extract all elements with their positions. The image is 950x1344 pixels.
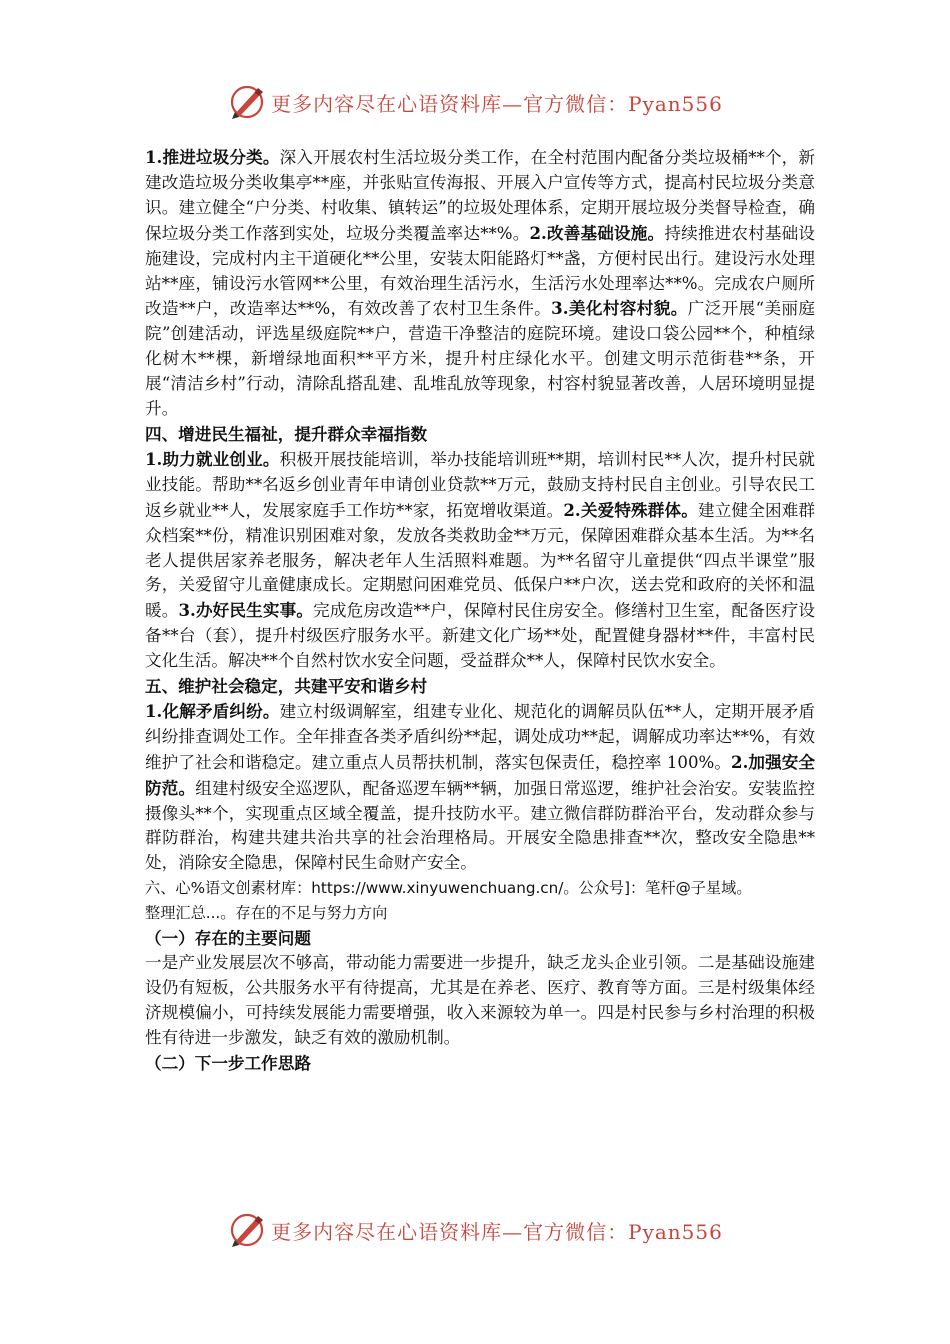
item-heading: 2.改善基础设施。 [529, 222, 665, 243]
item-text: 深入开展农村生活垃圾分类工作，在全村范围内配备分类垃圾桶**个，新建改造垃圾分类收集亭**座，并张贴宣传海报、开展入户宣传等方式，提高村民垃圾分类意识。建立健全“户分类、村收集、镇转运”的垃圾处理体系，定期开展垃圾分类督导检查，确保垃圾分类工作落到实处，垃圾分类覆盖率达**%。 [145, 148, 816, 243]
watermark-text-top: 更多内容尽在心语资料库—官方微信：Pyan556 [271, 91, 723, 116]
paragraph-environment [145, 145, 815, 422]
item-text: 组建村级安全巡逻队，配备巡逻车辆**辆，加强日常巡逻，维护社会治安。安装监控摄像头**个，实现重点区域全覆盖，提升技防水平。建立微信群防群治平台，发动群众参与群防群治，构建共建共治共享的社会治理格局。开展安全隐患排查**次，整改安全隐患**处，消除安全隐患，保障村民生命财产安全。 [145, 778, 816, 873]
section-heading-5: 五、维护社会稳定，共建平安和谐乡村 [145, 676, 428, 697]
subsection-heading-1: （一）存在的主要问题 [145, 928, 311, 949]
paragraph-problems: 一是产业发展层次不够高，带动能力需要进一步提升，缺乏龙头企业引领。二是基础设施建设仍有短板，公共服务水平有待提高，尤其是在养老、医疗、教育等方面。三是村级集体经济规模偏小，可持续发展能力需要增强，收入来源较为单一。四是村民参与乡村治理的积极性有待进一步激发，缺乏有效的激励机制。 [145, 953, 815, 1047]
item-heading: 1.化解矛盾纠纷。 [145, 700, 280, 721]
item-heading: 1.推进垃圾分类。 [145, 147, 280, 167]
item-heading: 1.助力就业创业。 [145, 448, 280, 469]
paragraph-livelihood [145, 447, 815, 674]
item-text: 积极开展技能培训，举办技能培训班**期，培训村民**人次，提升村民就业技能。帮助**名返乡创业青年申请创业贷款**万元，鼓励支持村民自主创业。引导农民工返乡就业**人，发展家庭手工作坊**家，拓宽增收渠道。 [145, 449, 816, 520]
item-text: 持续推进农村基础设施建设，完成村内主干道硬化**公里，安装太阳能路灯**盏，方便村民出行。建设污水处理站**座，铺设污水管网**公里，有效治理生活污水，生活污水处理率达**%。完成农户厕所改造**户，改造率达**%，有效改善了农村卫生条件。 [145, 223, 815, 319]
source-note-line-1: 六、心%语文创素材库：https://www.xinyuwenchuang.cn/。公众号]：笔杆@子星域。 [145, 879, 752, 898]
watermark-banner-bottom [0, 1208, 950, 1252]
document-body [145, 145, 815, 1076]
item-text: 广泛开展“美丽庭院”创建活动，评选星级庭院**户，营造干净整洁的庭院环境。建设口袋公园**个，种植绿化树木**棵，新增绿地面积**平方米，提升村庄绿化水平。创建文明示范街巷**条，开展“清洁乡村”行动，清除乱搭乱建、乱堆乱放等现象，村容村貌显著改善，人居环境明显提升。 [145, 299, 816, 419]
item-heading: 3.美化村容村貌。 [551, 298, 688, 319]
item-text: 建立村级调解室，组建专业化、规范化的调解员队伍**人，定期开展矛盾纠纷排查调处工作。全年排查各类矛盾纠纷**起，调处成功**起，调解成功率达**%，有效维护了社会和谐稳定。建立重点人员帮扶机制，落实包保责任，稳控率 100%。 [145, 701, 816, 772]
item-heading: 2.加强安全防范。 [145, 751, 816, 798]
source-note-line-2: 整理汇总...。存在的不足与努力方向 [145, 904, 388, 923]
item-text: 建立健全困难群众档案**份，精准识别困难对象，发放各类救助金**万元，保障困难群众基本生活。为**名老人提供居家养老服务，解决老年人生活照料难题。为**名留守儿童提供“四点半课堂”服务，关爱留守儿童健康成长。定期慰问困难党员、低保户**户次，送去党和政府的关怀和温暖。 [145, 500, 816, 621]
subsection-heading-2: （二）下一步工作思路 [145, 1052, 311, 1073]
item-heading: 3.办好民生实事。 [178, 600, 314, 621]
pen-logo-icon [227, 82, 267, 122]
section-heading-4: 四、增进民生福祉，提升群众幸福指数 [145, 423, 428, 444]
watermark-text-bottom: 更多内容尽在心语资料库—官方微信：Pyan556 [271, 1219, 723, 1244]
item-heading: 2.关爱特殊群体。 [563, 499, 699, 520]
watermark-banner-top [0, 80, 950, 124]
item-text: 完成危房改造**户，保障村民住房安全。修缮村卫生室，配备医疗设备**台（套），提升村级医疗服务水平。新建文化广场**处，配置健身器材**件，丰富村民文化生活。解决**个自然村饮水安全问题，受益群众**人，保障村民饮水安全。 [145, 601, 816, 671]
pen-logo-icon [227, 1210, 267, 1250]
paragraph-stability [145, 699, 815, 876]
